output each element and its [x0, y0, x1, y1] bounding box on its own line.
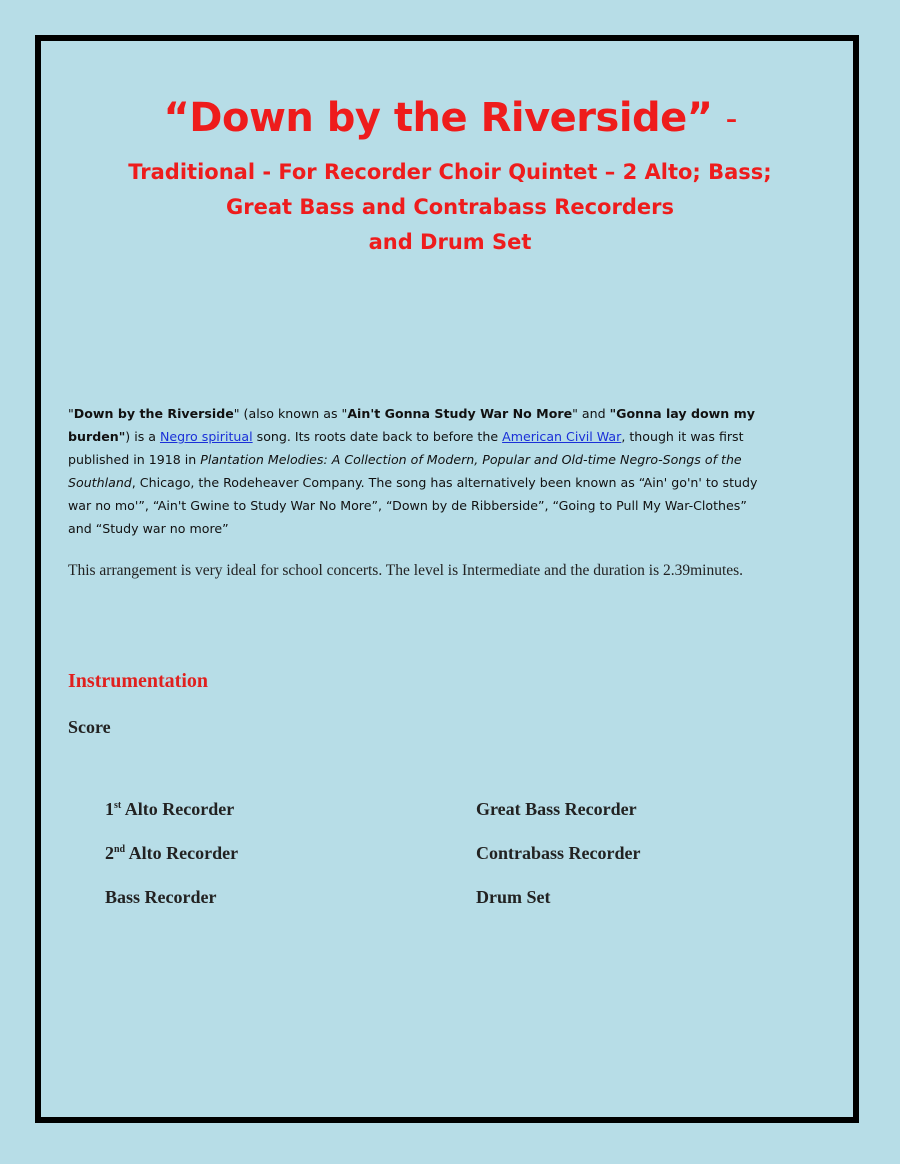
alt-title-2: "Gonna lay down my burden" [68, 406, 755, 444]
instrument-contrabass: Contrabass Recorder [476, 843, 641, 863]
instrument-1st-alto: 1st Alto Recorder [105, 799, 235, 819]
title-text: “Down by the Riverside” [163, 95, 713, 141]
instrument-2nd-alto: 2nd Alto Recorder [105, 843, 239, 863]
american-civil-war-link[interactable]: American Civil War [502, 429, 622, 444]
instrument-great-bass: Great Bass Recorder [476, 799, 637, 819]
song-name: Down by the Riverside [73, 406, 234, 421]
instrumentation-heading: Instrumentation [68, 670, 209, 692]
instrument-drum-set: Drum Set [476, 887, 551, 907]
negro-spiritual-link[interactable]: Negro spiritual [159, 429, 253, 444]
instrument-bass: Bass Recorder [105, 887, 217, 907]
subtitle-line-1: Traditional - For Recorder Choir Quintet – 2 Alto; Bass; [128, 160, 772, 184]
subtitle [0, 155, 900, 260]
title-dash: – [726, 107, 737, 133]
alt-title-1: Ain't Gonna Study War No More [347, 406, 573, 421]
subtitle-line-3: and Drum Set [368, 230, 532, 254]
page-title [0, 95, 900, 141]
book-title: Plantation Melodies: A Collection of Modern, Popular and Old-time Negro-Songs of the Southland [68, 452, 742, 490]
subtitle-line-2: Great Bass and Contrabass Recorders [226, 195, 674, 219]
description-paragraph: "Down by the Riverside" (also known as "Ain't Gonna Study War No More" and "Gonna lay down my burden") is a Negro spiritual song. Its roots date back to before the American Civil War, though it was first published in 1918 in Plantation Melodies: A Collection of Modern, Popular and Old-time Negro-Songs of the Southland, Chicago, the Rodeheaver Company. The song has alternatively been known as “Ain' go'n' to study war no mo'”, “Ain't Gwine to Study War No More”, “Down by de Ribberside”, “Going to Pull My War-Clothes” and “Study war no more” [68, 406, 758, 536]
arrangement-note: This arrangement is very ideal for school concerts. The level is Intermediate and the duration is 2.39minutes. [68, 562, 744, 579]
score-label: Score [68, 717, 111, 737]
